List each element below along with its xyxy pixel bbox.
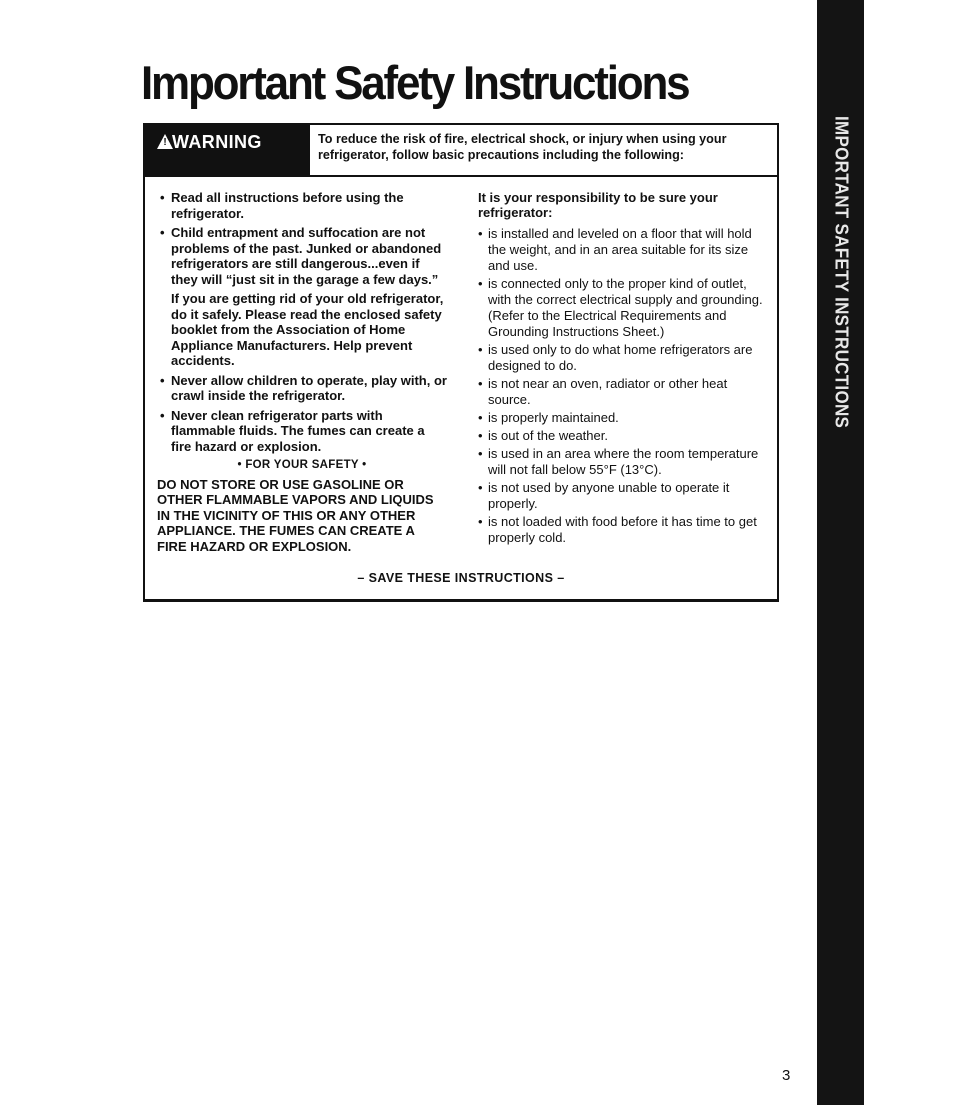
bullet-icon: • — [478, 480, 483, 495]
bullet-icon: • — [478, 342, 483, 357]
side-tab-label: IMPORTANT SAFETY INSTRUCTIONS — [831, 116, 852, 429]
list-item: • Child entrapment and suffocation are not problems of the past. Junked or abandoned refrigerators are still dangerous...even if they will “just sit in the garage a few days.” — [160, 225, 442, 287]
list-item: • is installed and leveled on a floor that will hold the weight, and in an area suitable for its size and use. — [478, 226, 752, 273]
gasoline-warning: DO NOT STORE OR USE GASOLINE OR OTHER FLAMMABLE VAPORS AND LIQUIDS IN THE VICINITY OF THIS OR ANY OTHER APPLIANCE. THE FUMES CAN CREATE A FIRE HAZARD OR EXPLOSION. — [157, 476, 434, 554]
warning-box — [143, 123, 779, 602]
divider — [145, 175, 777, 177]
disposal-note: If you are getting rid of your old refrigerator, do it safely. Please read the enclosed safety booklet from the Association of Home Appliance Manufacturers. Help prevent accidents. — [171, 291, 444, 368]
bullet-icon: • — [478, 276, 483, 291]
bullet-icon: • — [478, 226, 483, 241]
list-item: • Never allow children to operate, play with, or crawl inside the refrigerator. — [160, 372, 447, 403]
list-item: • is not used by anyone unable to operate it properly. — [478, 480, 730, 511]
save-instructions: – SAVE THESE INSTRUCTIONS – — [357, 571, 565, 585]
list-item: • is out of the weather. — [478, 428, 608, 443]
bullet-icon: • — [160, 225, 165, 240]
bullet-icon: • — [478, 514, 483, 529]
warning-badge — [145, 125, 310, 175]
bullet-icon: • — [478, 446, 483, 461]
warning-label: WARNING — [172, 132, 262, 152]
right-column — [478, 190, 768, 548]
bullet-icon: • — [160, 372, 165, 388]
list-item: • is not near an oven, radiator or other heat source. — [478, 376, 728, 407]
list-item: • is not loaded with food before it has time to get properly cold. — [478, 514, 757, 545]
list-item: • is used in an area where the room temperature will not fall below 55°F (13°C). — [478, 446, 759, 477]
list-item: • Read all instructions before using the refrigerator. — [160, 190, 404, 221]
list-item: • is properly maintained. — [478, 410, 619, 425]
page-number: 3 — [782, 1067, 791, 1084]
list-item: • Never clean refrigerator parts with flammable fluids. The fumes can create a fire hazard or explosion. — [160, 407, 425, 454]
exclamation-icon: ! — [163, 137, 167, 148]
bullet-icon: • — [478, 428, 483, 443]
list-item: • is used only to do what home refrigerators are designed to do. — [478, 342, 753, 373]
list-item: • is connected only to the proper kind of outlet, with the correct electrical supply and grounding. (Refer to the Electrical Requirements and Grounding Instructions Sheet.) — [478, 276, 763, 339]
bullet-icon: • — [160, 407, 165, 423]
warning-intro: To reduce the risk of fire, electrical shock, or injury when using your refrigerator, follow basic precautions including the following: — [318, 132, 727, 162]
page-title: Important Safety Instructions — [141, 56, 689, 110]
responsibility-heading: It is your responsibility to be sure your refrigerator: — [478, 190, 718, 220]
bullet-icon: • — [478, 410, 483, 425]
bullet-icon: • — [478, 376, 483, 391]
safety-heading: • FOR YOUR SAFETY • — [237, 459, 367, 471]
left-column — [157, 190, 447, 554]
bullet-icon: • — [160, 190, 165, 205]
